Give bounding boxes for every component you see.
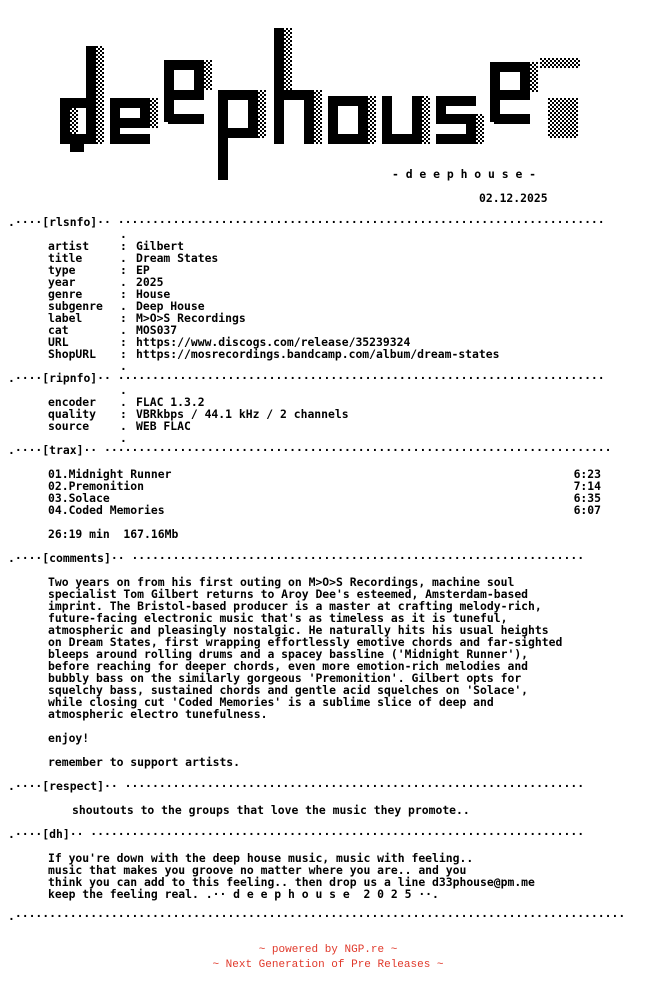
comment-line: imprint. The Bristol-based producer is a master at crafting melody-rich,: [48, 599, 542, 613]
section-label-respect: [respect]: [42, 779, 105, 793]
track-row: 02.Premonition 7:14: [48, 479, 601, 493]
ripnfo-row: quality : VBRkbps / 44.1 kHz / 2 channels: [48, 407, 349, 421]
ripnfo-row: encoder . FLAC 1.3.2: [48, 395, 205, 409]
separator-respect: .····[respect]·· ···································································: [8, 779, 585, 793]
section-label-rlsnfo: [rlsnfo]: [42, 215, 98, 229]
comment-line: Two years on from his first outing on M>O>S Recordings, machine soul: [48, 575, 515, 589]
rlsnfo-row: subgenre . Deep House: [48, 299, 205, 313]
separator-comments: .····[comments]·· ··································································: [8, 551, 585, 565]
rlsnfo-row: artist : Gilbert: [48, 239, 185, 253]
rlsnfo-row: label : M>O>S Recordings: [48, 311, 246, 325]
track-row: 04.Coded Memories 6:07: [48, 503, 601, 517]
separator-trax: .····[trax]·· ··········································································: [8, 443, 612, 457]
separator-end: .·························································································: [8, 909, 626, 923]
track-duration: 6:23: [573, 467, 601, 481]
separator-rlsnfo: .····[rlsnfo]·· ·······································································: [8, 215, 605, 229]
dh-line: keep the feeling real. .·· d e e p h o u s e 2 0 2 5 ··.: [48, 887, 439, 901]
totals: 26:19 min 167.16Mb: [48, 527, 179, 541]
rlsnfo-row: ShopURL : https://mosrecordings.bandcamp.com/album/dream-states: [48, 347, 500, 361]
rlsnfo-row: URL : https://www.discogs.com/release/35239324: [48, 335, 411, 349]
comment-line: squelchy bass, sustained chords and gentle acid squelches on 'Solace',: [48, 683, 529, 697]
track-row: 03.Solace 6:35: [48, 491, 601, 505]
support-text: remember to support artists.: [48, 755, 241, 769]
rlsnfo-dot-bottom: .: [120, 359, 127, 373]
track-row: 01.Midnight Runner 6:23: [48, 467, 601, 481]
rlsnfo-dot-top: .: [120, 227, 127, 241]
ripnfo-dot-bottom: .: [120, 431, 127, 445]
rlsnfo-row: type : EP: [48, 263, 150, 277]
rlsnfo-row: genre : House: [48, 287, 171, 301]
comment-line: before reaching for deeper chords, even more emotion-rich melodies and: [48, 659, 529, 673]
separator-ripnfo: .····[ripnfo]·· ·······································································: [8, 371, 605, 385]
track-duration: 7:14: [573, 479, 601, 493]
section-label-trax: [trax]: [42, 443, 84, 457]
comment-line: while closing cut 'Coded Memories' is a sublime slice of deep and: [48, 695, 494, 709]
bandcamp-link[interactable]: https://mosrecordings.bandcamp.com/album/dream-states: [136, 347, 500, 361]
track-duration: 6:07: [573, 503, 601, 517]
section-label-ripnfo: [ripnfo]: [42, 371, 98, 385]
rlsnfo-row: cat . MOS037: [48, 323, 178, 337]
section-label-dh: [dh]: [42, 827, 70, 841]
comment-line: future-facing electronic music that's as timeless as it is tuneful,: [48, 611, 508, 625]
comment-line: bleeps around rolling drums and a spacey bassline ('Midnight Runner'),: [48, 647, 529, 661]
separator-dh: .····[dh]·· ········································································: [8, 827, 585, 841]
comment-line: on Dream States, first wrapping effortlessly emotive chords and far-sighted: [48, 635, 563, 649]
footer-powered-by[interactable]: ~ powered by NGP.re ~: [258, 944, 398, 956]
deephouse-logo: [58, 28, 582, 180]
discogs-link[interactable]: https://www.discogs.com/release/35239324: [136, 335, 411, 349]
ripnfo-row: source . WEB FLAC: [48, 419, 191, 433]
dh-line: If you're down with the deep house music, music with feeling..: [48, 851, 474, 865]
rlsnfo-row: title . Dream States: [48, 251, 219, 265]
comment-line: specialist Tom Gilbert returns to Aroy Dee's esteemed, Amsterdam-based: [48, 587, 529, 601]
comment-line: bubbly bass on the similarly gorgeous 'Premonition'. Gilbert opts for: [48, 671, 522, 685]
comment-line: atmospheric electro tunefulness.: [48, 707, 268, 721]
dh-line: music that makes you groove no matter where you are.. and you: [48, 863, 467, 877]
release-date: 02.12.2025: [479, 191, 548, 205]
rlsnfo-row: year . 2025: [48, 275, 164, 289]
section-label-comments: [comments]: [42, 551, 111, 565]
footer-tagline: ~ Next Generation of Pre Releases ~: [212, 959, 444, 971]
comment-line: atmospheric and pleasingly nostalgic. He naturally hits his usual heights: [48, 623, 549, 637]
respect-text: shoutouts to the groups that love the music they promote..: [72, 803, 470, 817]
ripnfo-dot-top: .: [120, 383, 127, 397]
track-duration: 6:35: [573, 491, 601, 505]
enjoy-text: enjoy!: [48, 731, 90, 745]
tagline: - d e e p h o u s e -: [392, 167, 537, 181]
dh-line: think you can add to this feeling.. then drop us a line d33phouse@pm.me: [48, 875, 535, 889]
